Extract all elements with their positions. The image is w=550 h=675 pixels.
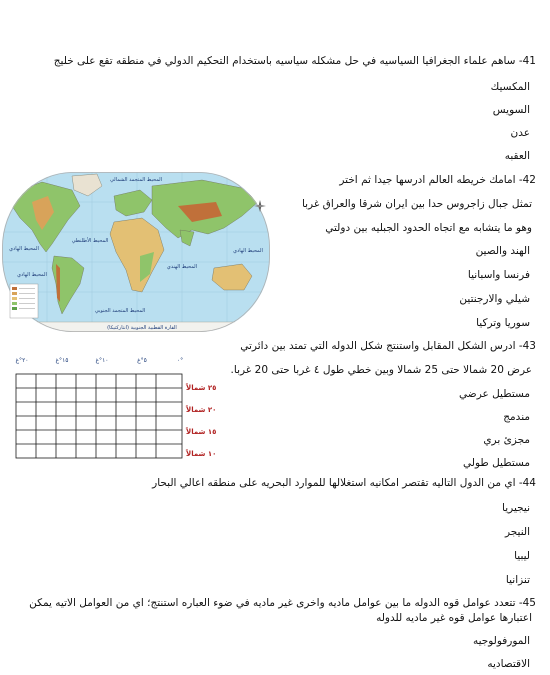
map-ocean-label-6: المحيط المتجمد الجنوبي xyxy=(94,308,146,314)
q43-line2: عرض 20 شمالا حتى 25 شمالا وبين خطي طول ٤ غربا حتى 20 غربا. xyxy=(230,364,532,376)
grid-lines xyxy=(16,374,182,458)
lon-label-1: ٢٠°غ xyxy=(15,357,29,364)
map-ocean-label-5: المحيط الهادي xyxy=(233,248,263,254)
q42-option-2[interactable]: فرنسا واسبانيا xyxy=(467,269,530,281)
lon-label-2: ١٥°غ xyxy=(55,357,69,364)
lon-label-5: ٠° xyxy=(176,357,184,364)
q43-stem: 43- ادرس الشكل المقابل واستنتج شكل الدوله التي تمتد بين دائرتي xyxy=(240,340,536,352)
map-antarctic-label: القارة القطبية الجنوبية (انتاركتيكا) xyxy=(107,325,177,331)
q41-option-4[interactable]: العقبه xyxy=(504,150,530,162)
lat-label-2: ٢٠ شمالاً xyxy=(186,406,217,414)
q45-line2: اعتبارها عوامل قوه غير ماديه للدوله xyxy=(376,612,532,624)
lat-label-3: ١٥ شمالاً xyxy=(186,428,217,436)
q42-line3: وهو ما يتشابه مع اتجاه الحدود الجبليه بين دولتي xyxy=(325,222,532,234)
map-arctic-label: المحيط المتجمد الشمالي xyxy=(110,177,162,183)
map-ocean-label-4: المحيط الهندي xyxy=(166,264,198,270)
q45-option-2[interactable]: الاقتصاديه xyxy=(487,658,530,670)
q41-stem: 41- ساهم علماء الجغرافيا السياسيه في حل مشكله سياسيه باستخدام التحكيم الدولي في منطقه تقع على خليج xyxy=(53,55,536,67)
lat-label-1: ٢٥ شمالاً xyxy=(186,384,217,392)
q43-option-3[interactable]: مجزئ بري xyxy=(483,434,530,446)
latitude-labels xyxy=(185,383,216,458)
q42-line2: تمثل جبال زاجروس حدا بين ايران شرقا والعراق غربا xyxy=(301,198,532,210)
q43-option-2[interactable]: مندمج xyxy=(503,411,530,423)
lon-label-3: ١٠°غ xyxy=(95,357,109,364)
q42-option-4[interactable]: سوريا وتركيا xyxy=(476,317,530,329)
q41-option-3[interactable]: عدن xyxy=(510,127,530,139)
q41-option-2[interactable]: السويس xyxy=(492,104,530,116)
world-map-figure xyxy=(2,172,270,332)
map-ocean-label-2: المحيط الأطلنطي xyxy=(71,238,109,244)
q43-option-1[interactable]: مستطيل عرضي xyxy=(459,388,530,400)
q44-option-4[interactable]: تنزانيا xyxy=(505,574,530,586)
q44-option-2[interactable]: النيجر xyxy=(504,526,530,538)
q41-option-1[interactable]: المكسيك xyxy=(490,81,530,93)
q44-option-3[interactable]: ليبيا xyxy=(514,550,530,562)
lat-label-4: ١٠ شمالاً xyxy=(186,450,217,458)
q44-option-1[interactable]: نيجيريا xyxy=(502,502,530,514)
q42-option-3[interactable]: شيلي والارجنتين xyxy=(459,293,530,305)
lon-label-4: ٥°غ xyxy=(137,357,147,364)
q42-option-1[interactable]: الهند والصين xyxy=(475,245,530,257)
q43-option-4[interactable]: مستطيل طولي xyxy=(463,457,530,469)
map-ocean-label-3: المحيط الهادي xyxy=(17,272,47,278)
map-elevation-legend xyxy=(10,284,38,318)
longitude-labels xyxy=(15,357,183,364)
map-ocean-label-1: المحيط الهادي xyxy=(9,246,39,252)
q45-option-1[interactable]: المورفولوجيه xyxy=(472,635,530,647)
q45-stem: 45- تتعدد عوامل قوه الدوله ما بين عوامل ماديه واخرى غير ماديه في ضوء العباره استنتج؛ اي من العوامل الاتيه يمكن xyxy=(29,597,536,609)
lat-long-grid-figure xyxy=(2,352,242,462)
q44-stem: 44- اي من الدول التاليه تقتصر امكانيه استغلالها للموارد البحريه على منطقه اعالي البحار xyxy=(152,477,536,489)
q42-stem: 42- امامك خريطه العالم ادرسها جيدا ثم اختر xyxy=(339,174,536,186)
